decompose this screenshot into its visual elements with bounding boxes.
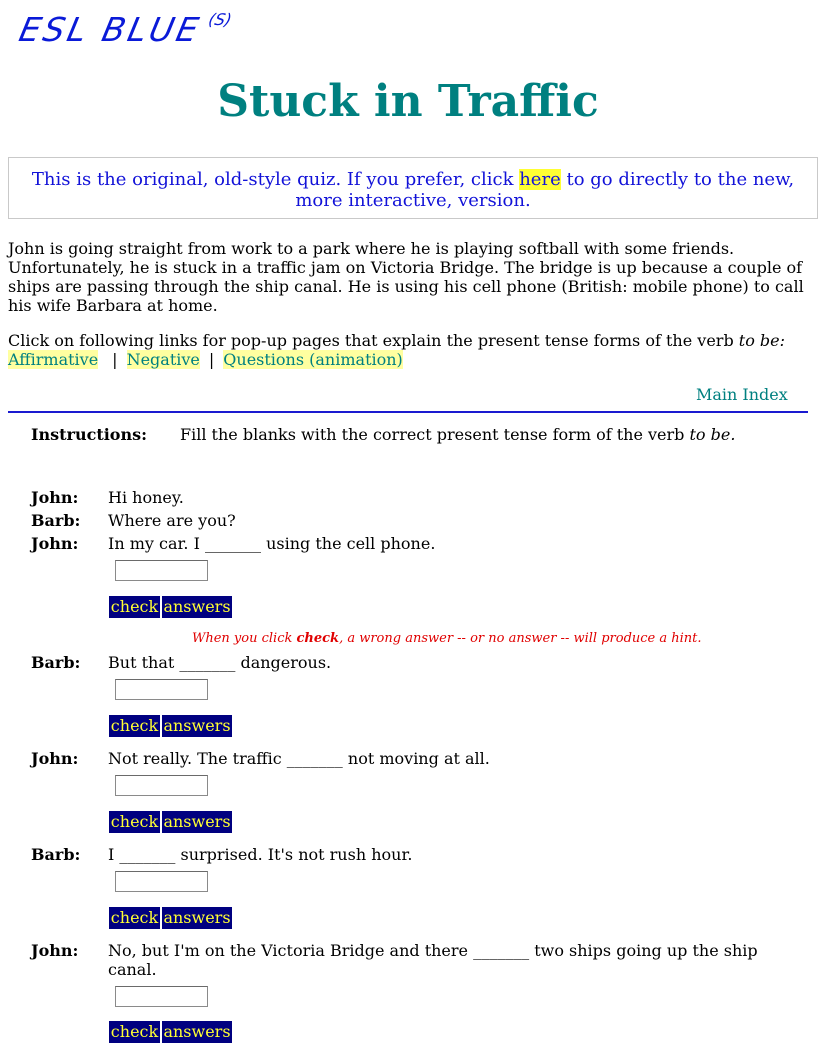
logo-sup: (S) — [206, 10, 234, 29]
main-index-link[interactable]: Main Index — [696, 385, 788, 404]
notice-text: This is the original, old-style quiz. If you prefer, click — [31, 169, 520, 190]
dialogue-line — [31, 845, 412, 864]
link-separator: | — [112, 350, 118, 369]
questions-link[interactable]: Questions (animation) — [223, 350, 403, 369]
dialogue-text: But that _______ dangerous. — [108, 653, 332, 672]
dialogue-line — [31, 941, 758, 960]
intro-paragraph — [8, 239, 808, 315]
intro-line: Unfortunately, he is stuck in a traffic jam on Victoria Bridge. The bridge is up because a couple of — [8, 258, 803, 277]
instructions — [31, 425, 735, 444]
dialogue-line — [31, 488, 184, 507]
answers-button-2[interactable]: answers — [163, 716, 231, 735]
answer-input-4[interactable] — [115, 871, 208, 892]
hint-note — [192, 631, 702, 647]
popup-links — [8, 350, 403, 369]
here-link[interactable]: here — [519, 169, 561, 190]
check-button-3[interactable]: check — [110, 812, 159, 831]
intro-line: John is going straight from work to a park where he is playing softball with some friends. — [8, 239, 735, 258]
hint-text-after: , a wrong answer -- or no answer -- will produce a hint. — [339, 631, 702, 646]
speaker-label: Barb: — [31, 845, 81, 864]
dialogue-text: In my car. I _______ using the cell phone. — [108, 534, 436, 553]
dialogue-text-continued: canal. — [108, 960, 157, 979]
instructions-verb: to be. — [689, 425, 736, 444]
site-logo[interactable] — [16, 10, 234, 49]
dialogue-text: I _______ surprised. It's not rush hour. — [108, 845, 413, 864]
dialogue-line — [31, 511, 236, 530]
logo-text: ESL BLUE — [15, 10, 205, 49]
speaker-label: Barb: — [31, 653, 81, 672]
dialogue-line — [31, 653, 331, 672]
answer-input-5[interactable] — [115, 986, 208, 1007]
old-style-notice — [8, 157, 818, 219]
dialogue-line — [31, 534, 435, 553]
dialogue-text: Hi honey. — [108, 488, 184, 507]
notice-text-line2: more interactive, version. — [295, 190, 531, 211]
answer-input-1[interactable] — [115, 560, 208, 581]
dialogue-text: No, but I'm on the Victoria Bridge and there _______ two ships going up the ship — [108, 941, 758, 960]
notice-text-after: to go directly to the new, — [560, 169, 795, 190]
answers-button-5[interactable]: answers — [163, 1022, 231, 1041]
intro-line: his wife Barbara at home. — [8, 296, 218, 315]
speaker-label: John: — [31, 488, 79, 507]
link-separator: | — [208, 350, 215, 369]
links-intro-text: Click on following links for pop-up pages that explain the present tense forms of the verb — [8, 331, 739, 350]
check-button-5[interactable]: check — [110, 1022, 159, 1041]
links-intro — [8, 331, 808, 350]
instructions-text: Fill the blanks with the correct present tense form of the verb — [180, 425, 690, 444]
speaker-label: John: — [31, 941, 79, 960]
negative-link[interactable]: Negative — [126, 350, 200, 369]
speaker-label: John: — [31, 534, 79, 553]
dialogue-text: Not really. The traffic _______ not moving at all. — [108, 749, 490, 768]
answers-button-1[interactable]: answers — [163, 597, 231, 616]
answers-button-3[interactable]: answers — [163, 812, 231, 831]
intro-line: ships are passing through the ship canal. He is using his cell phone (British: mobile phone) to call — [8, 277, 804, 296]
affirmative-link[interactable]: Affirmative — [8, 350, 99, 369]
answer-input-2[interactable] — [115, 679, 208, 700]
divider — [8, 411, 808, 413]
dialogue-text: Where are you? — [108, 511, 236, 530]
hint-text: When you click — [192, 631, 297, 646]
speaker-label: John: — [31, 749, 79, 768]
speaker-label: Barb: — [31, 511, 81, 530]
answer-input-3[interactable] — [115, 775, 208, 796]
answers-button-4[interactable]: answers — [163, 908, 231, 927]
check-button-1[interactable]: check — [110, 597, 159, 616]
check-button-4[interactable]: check — [110, 908, 159, 927]
hint-keyword: check — [296, 631, 340, 646]
instructions-label: Instructions: — [31, 425, 148, 444]
check-button-2[interactable]: check — [110, 716, 159, 735]
dialogue-line — [31, 749, 490, 768]
page-title: Stuck in Traffic — [217, 76, 599, 127]
links-intro-verb: to be: — [738, 331, 786, 350]
